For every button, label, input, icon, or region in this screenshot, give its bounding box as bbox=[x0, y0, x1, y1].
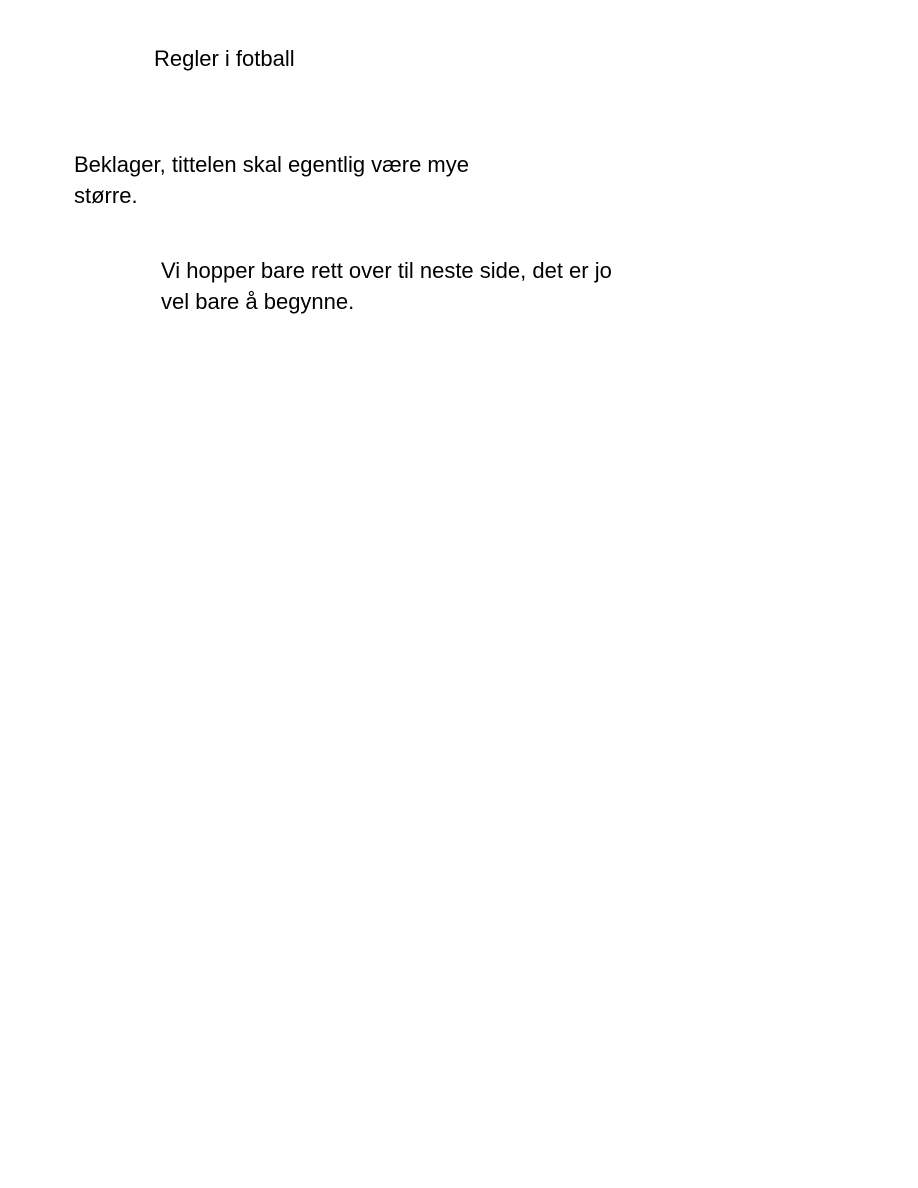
paragraph-apology: Beklager, tittelen skal egentlig være mye større. bbox=[74, 152, 469, 208]
paragraph-next-page: Vi hopper bare rett over til neste side, det er jo vel bare å begynne. bbox=[161, 258, 612, 314]
document-title: Regler i fotball bbox=[154, 46, 295, 71]
